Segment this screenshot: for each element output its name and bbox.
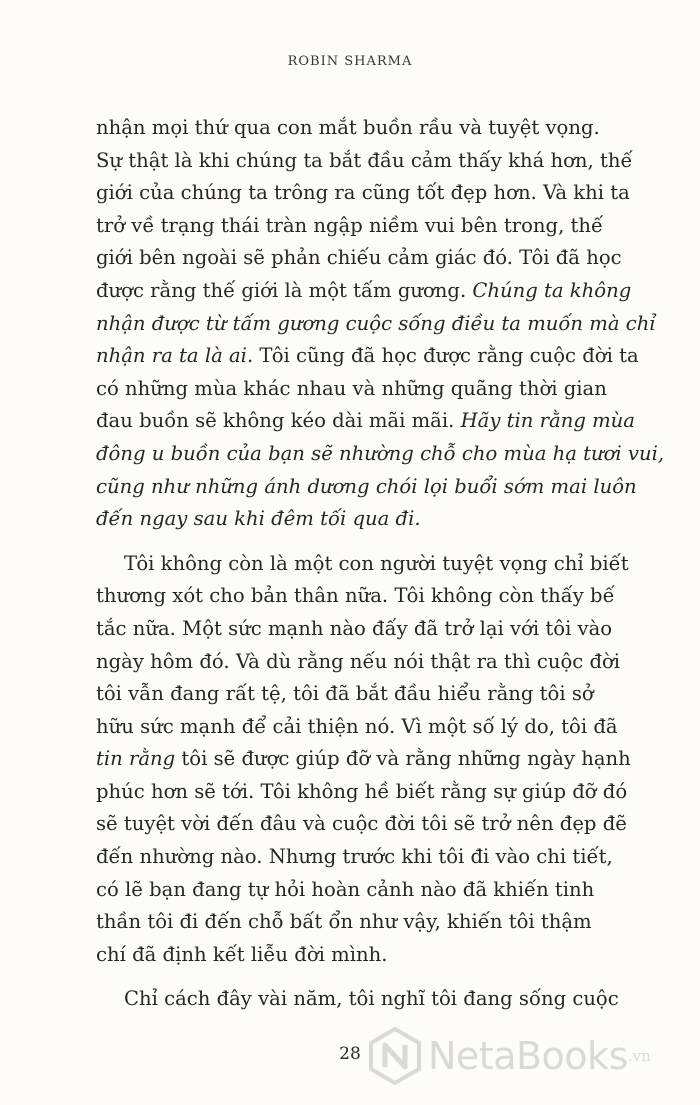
text-run: Tôi cũng đã học được rằng cuộc đời ta xyxy=(253,344,639,368)
text-run: phúc hơn sẽ tới. Tôi không hề biết rằng sự giúp đỡ đó xyxy=(96,779,628,803)
text-run: có lẽ bạn đang tự hỏi hoàn cảnh nào đã khiến tinh xyxy=(96,877,595,901)
text-line xyxy=(96,471,637,504)
watermark-brand: NetaBooks xyxy=(428,1034,628,1078)
text-line xyxy=(96,646,621,679)
italic-text: đông u buồn của bạn sẽ nhường chỗ cho mùa hạ tươi vui, xyxy=(96,441,665,465)
text-run: thương xót cho bản thân nữa. Tôi không còn thấy bế xyxy=(96,584,615,608)
text-line xyxy=(96,177,630,210)
italic-text: Hãy tin rằng mùa xyxy=(460,409,635,433)
text-line xyxy=(96,983,619,1016)
paragraph xyxy=(96,983,619,1016)
italic-text: nhận được từ tấm gương cuộc sống điều ta muốn mà chỉ xyxy=(96,311,656,335)
text-run: giới của chúng ta trông ra cũng tốt đẹp hơn. Và khi ta xyxy=(96,181,630,205)
text-line xyxy=(96,743,631,776)
text-line xyxy=(96,939,612,972)
text-run: thần tôi đi đến chỗ bất ổn như vậy, khiến tôi thậm xyxy=(96,910,592,934)
text-run: ngày hôm đó. Và dù rằng nếu nói thật ra thì cuộc đời xyxy=(96,649,621,673)
text-run: nhận mọi thứ qua con mắt buồn rầu và tuyệt vọng. xyxy=(96,116,600,139)
italic-text: nhận ra ta là ai. xyxy=(96,344,254,368)
text-line xyxy=(96,308,656,341)
italic-text: cũng như những ánh dương chói lọi buổi sớm mai luôn xyxy=(96,474,637,498)
text-run: hữu sức mạnh để cải thiện nó. Vì một số lý do, tôi đã xyxy=(96,714,618,738)
running-header: ROBIN SHARMA xyxy=(287,54,413,69)
text-line xyxy=(96,548,629,581)
text-run: tôi vẫn đang rất tệ, tôi đã bắt đầu hiểu rằng tôi sở xyxy=(96,682,594,706)
text-line xyxy=(96,503,612,536)
text-line xyxy=(96,340,639,373)
text-run: giới bên ngoài sẽ phản chiếu cảm giác đó. Tôi đã học xyxy=(96,246,622,270)
text-line xyxy=(96,906,612,939)
text-line xyxy=(96,808,627,841)
text-line xyxy=(96,580,615,613)
text-line xyxy=(96,242,622,275)
text-line xyxy=(96,405,635,438)
text-run: chí đã định kết liễu đời mình. xyxy=(96,942,388,966)
text-run: Sự thật là khi chúng ta bắt đầu cảm thấy khá hơn, thế xyxy=(96,148,633,172)
paragraph xyxy=(96,112,665,536)
text-run: đau buồn sẽ không kéo dài mãi mãi. xyxy=(96,409,461,433)
text-run: tôi sẽ được giúp đỡ và rằng những ngày hạnh xyxy=(175,747,631,771)
italic-text: tin rằng xyxy=(96,747,176,771)
text-line xyxy=(96,776,628,809)
text-run: Chỉ cách đây vài năm, tôi nghĩ tôi đang sống cuộc xyxy=(124,987,619,1011)
text-run: được rằng thế giới là một tấm gương. xyxy=(96,278,473,302)
text-line xyxy=(96,145,633,178)
paragraph xyxy=(96,548,631,972)
italic-text: đến ngay sau khi đêm tối qua đi. xyxy=(96,507,421,531)
text-line xyxy=(96,678,612,711)
text-line xyxy=(96,112,612,145)
text-run: đến nhường nào. Nhưng trước khi tôi đi vào chi tiết, xyxy=(96,845,613,869)
watermark-suffix: .vn xyxy=(627,1047,651,1065)
watermark xyxy=(366,1024,696,1088)
text-line xyxy=(96,613,612,646)
text-line xyxy=(96,438,665,471)
text-line xyxy=(96,841,612,874)
text-line xyxy=(96,874,612,907)
text-run: trở về trạng thái tràn ngập niềm vui bên trong, thế xyxy=(96,213,604,237)
text-line xyxy=(96,373,612,406)
text-run: Tôi không còn là một con người tuyệt vọng chỉ biết xyxy=(124,551,629,575)
italic-text: Chúng ta không xyxy=(472,278,632,302)
netabooks-logo-icon xyxy=(366,1027,424,1085)
page-body xyxy=(96,112,665,1016)
text-line xyxy=(96,210,612,243)
text-run: sẽ tuyệt vời đến đâu và cuộc đời tôi sẽ trở nên đẹp đẽ xyxy=(96,812,627,836)
text-line xyxy=(96,711,618,744)
text-run: có những mùa khác nhau và những quãng thời gian xyxy=(96,376,607,400)
page-number: 28 xyxy=(339,1044,361,1064)
text-line xyxy=(96,275,632,308)
text-run: tắc nữa. Một sức mạnh nào đấy đã trở lại với tôi vào xyxy=(96,616,613,640)
